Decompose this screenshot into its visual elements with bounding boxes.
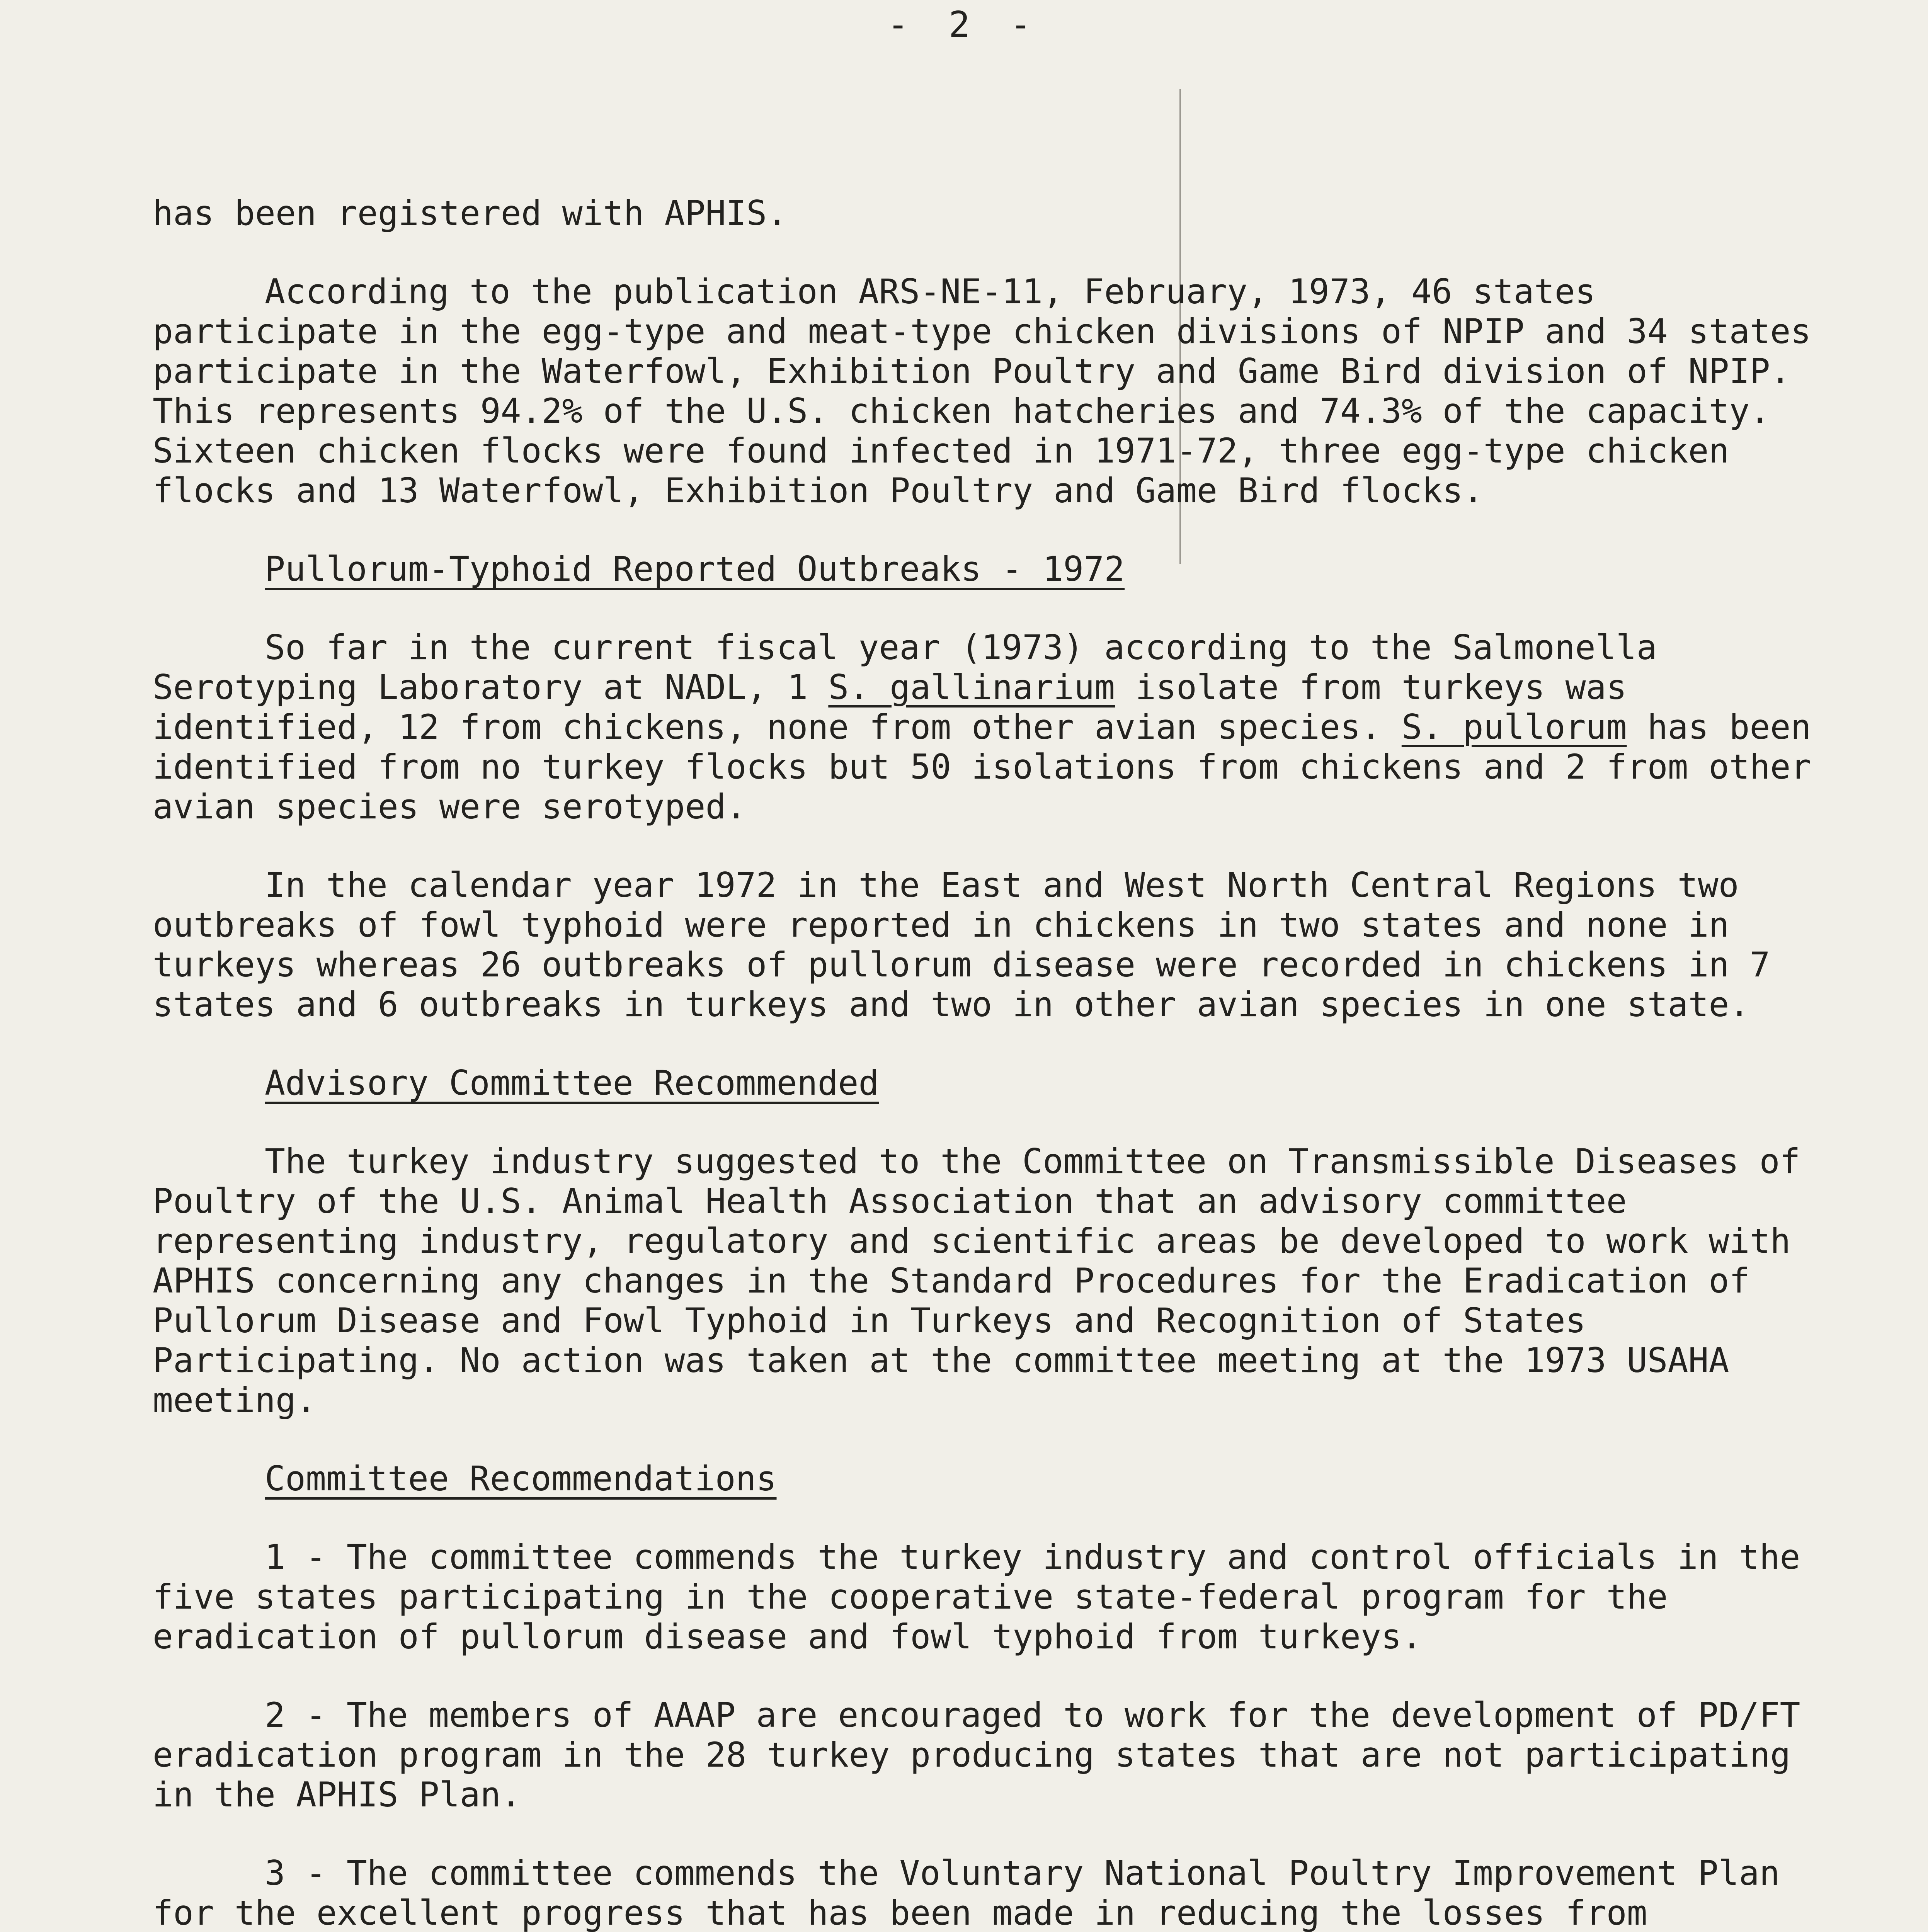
- npip-participation-paragraph: According to the publication ARS-NE-11, February, 1973, 46 states participate in the egg-type and meat-type chicken divisions of NPIP and 34 states participate in the Waterfowl, Exhibition Poultry and Game Bird division of NPIP. This represents 94.2% of the U.S. chicken hatcheries and 74.3% of the capacity. Sixteen chicken flocks were found infected in 1971-72, three egg-type chicken flocks and 13 Waterfowl, Exhibition Poultry and Game Bird flocks.: [153, 272, 1811, 510]
- recommendation-1: 1 - The committee commends the turkey industry and control officials in the five states participating in the cooperative state-federal program for the eradication of pullorum disease and fowl typhoid from turkeys.: [153, 1537, 1800, 1656]
- heading-advisory-committee: Advisory Committee Recommended: [265, 1063, 879, 1103]
- opening-line: has been registered with APHIS.: [153, 193, 788, 233]
- calendar-year-paragraph: In the calendar year 1972 in the East and West North Central Regions two outbreaks of fowl typhoid were reported in chickens in two states and none in turkeys whereas 26 outbreaks of pullorum disease were recorded in chickens in 7 states and 6 outbreaks in turkeys and two in other avian species in one state.: [153, 865, 1770, 1024]
- fiscal-text-1: So far in the current fiscal year (1973) according to the Salmonella Serotyping Laboratory at NADL, 1: [153, 628, 1657, 707]
- recommendation-3: 3 - The committee commends the Voluntary National Poultry Improvement Plan for the excellent progress that has been made in reducing the losses from: [153, 1853, 1780, 1932]
- species-pullorum: S. pullorum: [1401, 707, 1627, 747]
- heading-reported-outbreaks: Pullorum-Typhoid Reported Outbreaks - 1972: [265, 549, 1125, 589]
- species-gallinarium: S. gallinarium: [828, 667, 1115, 707]
- page-number: - 2 -: [887, 4, 1041, 45]
- heading-committee-recommendations: Committee Recommendations: [265, 1459, 777, 1498]
- fiscal-text-3: has been identified from no turkey flocks but 50 isolations from chickens and 2 from other avian species were serotyped.: [153, 707, 1811, 827]
- fiscal-year-paragraph: [153, 628, 1814, 827]
- document-body: [153, 193, 1814, 1932]
- advisory-paragraph: The turkey industry suggested to the Committee on Transmissible Diseases of Poultry of the U.S. Animal Health Association that an advisory committee representing industry, regulatory and scientific areas be developed to work with APHIS concerning any changes in the Standard Procedures for the Eradication of Pullorum Disease and Fowl Typhoid in Turkeys and Recognition of States Participating. No action was taken at the committee meeting at the 1973 USAHA meeting.: [153, 1141, 1800, 1420]
- recommendation-2: 2 - The members of AAAP are encouraged to work for the development of PD/FT eradication program in the 28 turkey producing states that are not participating in the APHIS Plan.: [153, 1695, 1800, 1815]
- fiscal-text-2: isolate from turkeys was identified, 12 from chickens, none from other avian species.: [153, 667, 1627, 747]
